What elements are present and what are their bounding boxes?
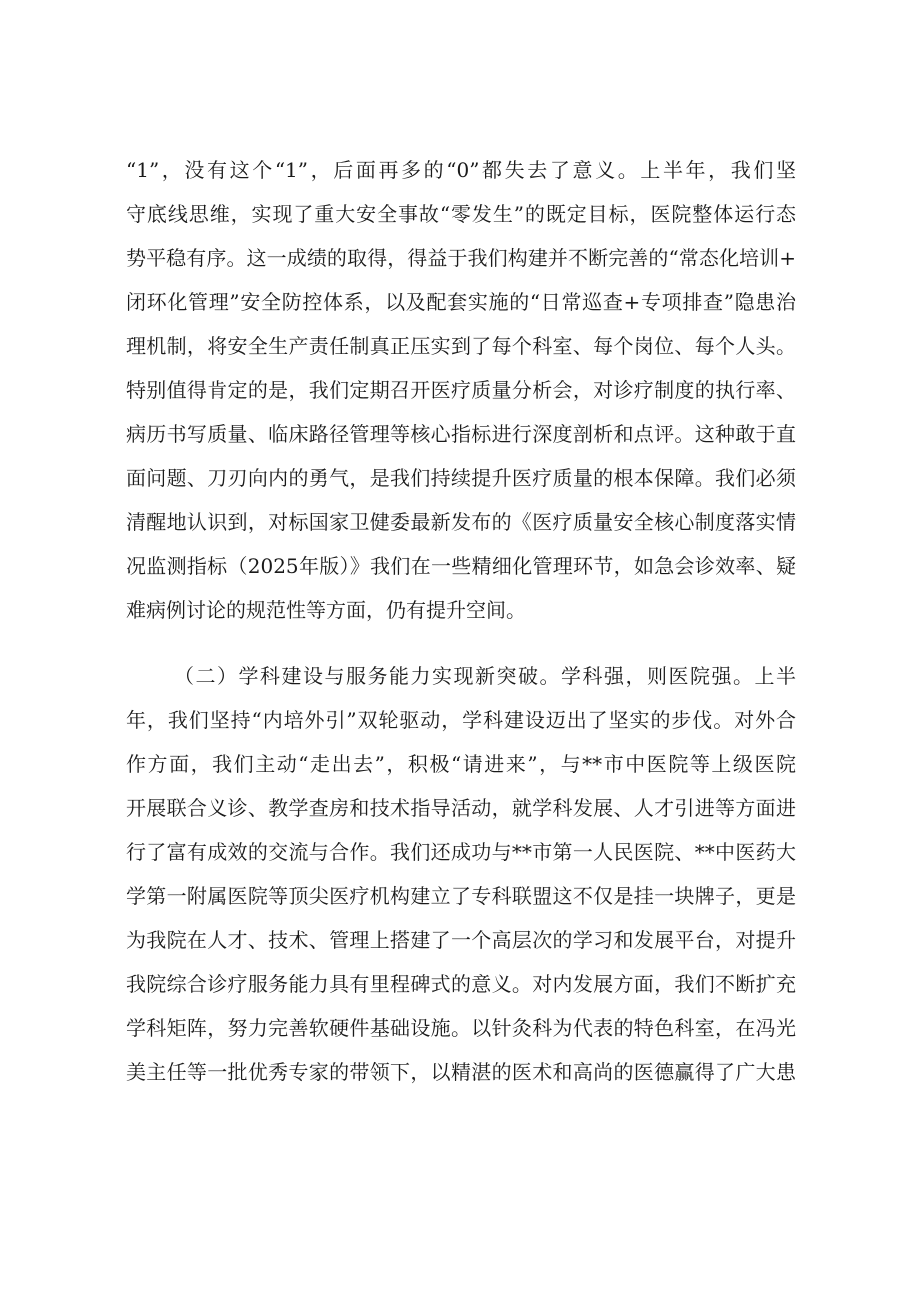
text-line: 行了富有成效的交流与合作。我们还成功与**市第一人民医院、**中医药大 [126,840,796,864]
text-line: 守底线思维，实现了重大安全事故“零发生”的既定目标，医院整体运行态 [126,202,796,226]
text-line: 我院综合诊疗服务能力具有里程碑式的意义。对内发展方面，我们不断扩充 [126,972,796,996]
text-line: 清醒地认识到，对标国家卫健委最新发布的《医疗质量安全核心制度落实情 [126,510,796,534]
text-line: 病历书写质量、临床路径管理等核心指标进行深度剖析和点评。这种敢于直 [126,422,796,446]
text-line: 为我院在人才、技术、管理上搭建了一个高层次的学习和发展平台，对提升 [126,928,796,952]
text-line: 难病例讨论的规范性等方面，仍有提升空间。 [126,598,526,622]
text-line: 势平稳有序。这一成绩的取得，得益于我们构建并不断完善的“常态化培训+ [126,246,796,270]
text-line: 学第一附属医院等顶尖医疗机构建立了专科联盟这不仅是挂一块牌子，更是 [126,884,796,908]
section-heading-line: （二）学科建设与服务能力实现新突破。学科强，则医院强。上半 [174,664,796,688]
text-line: 况监测指标（2025年版）》我们在一些精细化管理环节，如急会诊效率、疑 [126,554,796,578]
text-line: 特别值得肯定的是，我们定期召开医疗质量分析会，对诊疗制度的执行率、 [126,378,796,402]
text-line: 作方面，我们主动“走出去”，积极“请进来”，与**市中医院等上级医院 [126,752,796,776]
text-line: 美主任等一批优秀专家的带领下，以精湛的医术和高尚的医德赢得了广大患 [126,1060,796,1084]
text-line: 开展联合义诊、教学查房和技术指导活动，就学科发展、人才引进等方面进 [126,796,796,820]
text-line: 学科矩阵，努力完善软硬件基础设施。以针灸科为代表的特色科室，在冯光 [126,1016,796,1040]
text-line: 面问题、刀刃向内的勇气，是我们持续提升医疗质量的根本保障。我们必须 [126,466,796,490]
text-line: 理机制，将安全生产责任制真正压实到了每个科室、每个岗位、每个人头。 [126,334,796,358]
text-line: 闭环化管理”安全防控体系，以及配套实施的“日常巡查+专项排查”隐患治 [126,290,796,314]
text-line: 年，我们坚持“内培外引”双轮驱动，学科建设迈出了坚实的步伐。对外合 [126,708,796,732]
text-line: “1”，没有这个“1”，后面再多的“0”都失去了意义。上半年，我们坚 [126,158,796,182]
